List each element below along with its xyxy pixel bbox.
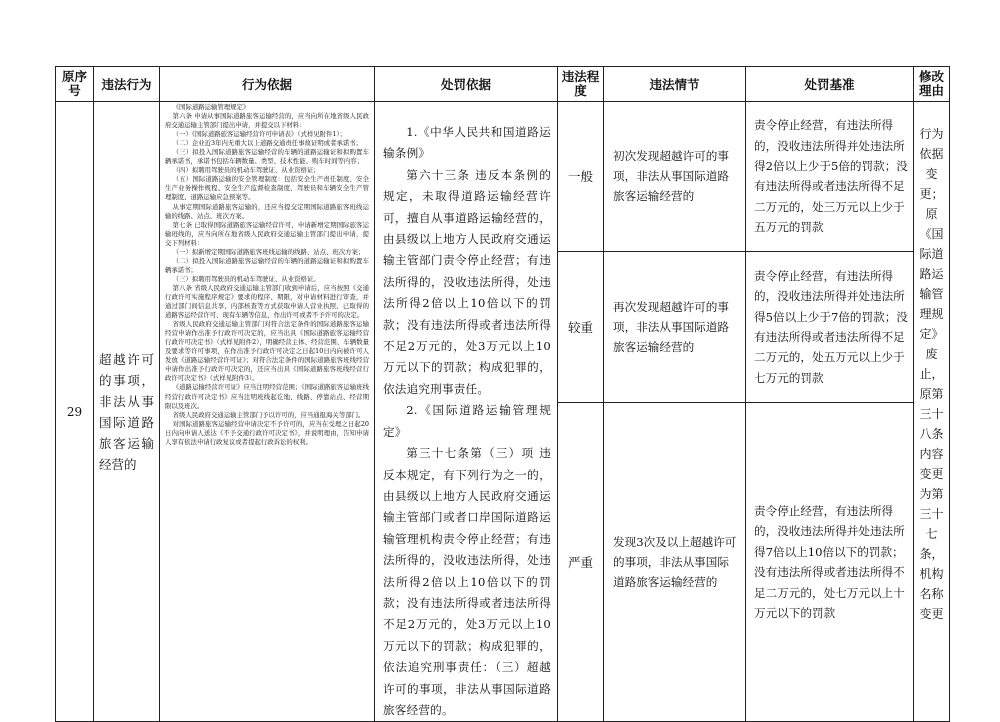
behavior-basis-paragraph: （三）拟聘用驾驶员的机动车驾驶证、从业资格证。: [172, 274, 320, 283]
behavior-basis-paragraph: 第七条 已取得国际道路旅客运输经营许可，申请新增定期国际旅客运输班线的，应当向所在地省级人民政府交通运输主管部门提出申请，提交下列材料：: [165, 220, 369, 247]
level-row-1: [56, 102, 950, 252]
standard-serious: 责令停止经营，有违法所得的，没收违法所得并处违法所得5倍以上少于7倍的罚款；没有违法所得或者违法所得不足二万元的，处五万元以上少于七万元的罚款: [746, 251, 914, 402]
circumstance-severe: 发现3次及以上超越许可的事项，非法从事国际道路旅客运输经营的: [604, 403, 746, 722]
header-circumstance: 违法情节: [604, 67, 746, 102]
behavior-basis-paragraph: 从事定期国际道路旅客运输的，还应当提交定期国际道路旅客班线运输的线路、站点、班次方案。: [165, 202, 369, 220]
degree-general: 一般: [558, 102, 604, 252]
behavior-basis-paragraph: 省级人民政府交通运输主管部门予以许可的，应当通报海关等部门。: [172, 410, 365, 419]
standard-general: 责令停止经营，有违法所得的，没收违法所得并处违法所得2倍以上少于5倍的罚款；没有违法所得或者违法所得不足二万元的，处三万元以上少于五万元的罚款: [746, 102, 914, 252]
degree-serious: 较重: [558, 251, 604, 402]
modification-reason-text: 行为依据变更；原《国际道路运输管理规定》废止，原第三十八条内容变更为第三十七条，机构名称变更: [919, 127, 944, 621]
behavior-basis-paragraph: （二）企业近3年内无重大以上道路交通责任事故证明或者承诺书；: [172, 139, 363, 148]
header-standard: 处罚基准: [746, 67, 914, 102]
behavior-basis-paragraph: 第八条 省级人民政府交通运输主管部门收到申请后，应当按照《交通行政许可实施程序规定》要求的程序、期限，对申请材料进行审查，并通过部门间信息共享、内部核查等方式获取申请人营业执照、已取得的道路客运经营许可、现有车辆等信息，作出许可或者不予许可的决定。: [165, 283, 369, 320]
penalty-basis-paragraph: 第六十三条 违反本条例的规定，未取得道路运输经营许可，擅自从事道路运输经营的，由县级以上地方人民政府交通运输主管部门责令停止经营；有违法所得的，没收违法所得，处违法所得2倍以上10倍以下的罚款；没有违法所得或者违法所得不足2万元的，处3万元以上10万元以下的罚款；构成犯罪的，依法追究刑事责任。: [383, 167, 551, 396]
row-number: 29: [56, 102, 94, 722]
behavior-basis-paragraph: 《国际道路运输管理规定》: [172, 103, 250, 111]
behavior-basis-paragraph: （二）拟投入国际道路旅客运输经营的车辆的道路运输证和拟购置车辆承诺书；: [165, 256, 369, 274]
behavior-basis-paragraph: 《道路运输经营许可证》应当注明经营范围；《国际道路旅客运输班线经营行政许可决定书》应当注明班线起讫地、线路、停靠站点、经营期限以及班次。: [165, 383, 369, 410]
behavior-basis-paragraph: （一）拟新增定期国际道路旅客班线运输的线路、站点、班次方案；: [172, 247, 365, 256]
circumstance-serious: 再次发现超越许可的事项，非法从事国际道路旅客运输经营的: [604, 251, 746, 402]
header-act: 违法行为: [94, 67, 160, 102]
penalty-basis-cell: [375, 102, 558, 722]
degree-severe: 严重: [558, 403, 604, 722]
modification-reason: [914, 102, 950, 722]
behavior-basis-text: [160, 102, 374, 447]
header-basis: 行为依据: [160, 67, 375, 102]
penalty-basis-paragraph: 第三十七条第（三）项 违反本规定，有下列行为之一的，由县级以上地方人民政府交通运输主管部门或者口岸国际道路运输管理机构责令停止经营；有违法所得的，没收违法所得，处违法所得2倍以上10倍以下的罚款；没有违法所得或者违法所得不足2万元的，处3万元以上10万元以下的罚款；构成犯罪的，依法追究刑事责任：（三）超越许可的事项，非法从事国际道路旅客经营的。: [383, 446, 551, 717]
penalty-standard-table: [55, 66, 950, 722]
header-row: [56, 67, 950, 102]
behavior-basis-paragraph: （一）《国际道路旅客运输经营许可申请表》（式样见附件1）；: [172, 130, 347, 139]
header-no: 原序号: [56, 67, 94, 102]
behavior-basis-paragraph: 对国际道路旅客运输经营申请决定不予许可的，应当在受理之日起20日内向申请人送达《不予交通行政许可决定书》，并说明理由，告知申请人享有依法申请行政复议或者提起行政诉讼的权利。: [165, 419, 369, 446]
header-penalty-basis: 处罚依据: [375, 67, 558, 102]
behavior-basis-paragraph: （五）国际道路运输的安全管理制度：包括安全生产责任制度、安全生产业务操作规程、安全生产监督检查制度、驾驶员和车辆安全生产管理制度、道路运输应急预案等。: [165, 175, 369, 202]
circumstance-general: 初次发现超越许可的事项，非法从事国际道路旅客运输经营的: [604, 102, 746, 252]
behavior-basis-paragraph: （三）拟投入国际道路旅客运输经营的车辆的道路运输证和拟购置车辆承诺书，承诺书包括车辆数量、类型、技术性能、购车时间等内容；: [165, 148, 369, 166]
header-reason: 修改理由: [914, 67, 950, 102]
penalty-basis-paragraph: 2.《国际道路运输管理规定》: [383, 403, 551, 439]
header-degree: 违法程度: [558, 67, 604, 102]
penalty-basis-paragraph: 1.《中华人民共和国道路运输条例》: [383, 125, 551, 161]
behavior-basis-paragraph: （四）拟聘用驾驶员的机动车驾驶证、从业资格证；: [172, 166, 320, 175]
violation-act: 超越许可的事项，非法从事国际道路旅客运输经营的: [94, 102, 160, 722]
behavior-basis-cell: [160, 102, 375, 722]
behavior-basis-paragraph: 第六条 申请从事国际道路旅客运输经营的，应当向所在地省级人民政府交通运输主管部门提出申请，并提交以下材料：: [165, 112, 369, 130]
standard-severe: 责令停止经营，有违法所得的，没收违法所得并处违法所得7倍以上10倍以下的罚款；没有违法所得或者违法所得不足二万元的，处七万元以上十万元以下的罚款: [746, 403, 914, 722]
behavior-basis-paragraph: 省级人民政府交通运输主管部门对符合法定条件的国际道路旅客运输经营申请作出准予行政许可决定的，应当出具《国际道路旅客运输经营行政许可决定书》（式样见附件2），明确经营主体、经营范围、车辆数量及要求等许可事项，在作出准予行政许可决定之日起10日内向被许可人发放《道路运输经营许可证》；对符合法定条件的国际道路旅客班线经营申请作出准予行政许可决定的，还应当出具《国际道路旅客班线经营行政许可决定书》（式样见附件3）。: [165, 320, 369, 383]
penalty-basis-text: [375, 102, 557, 721]
